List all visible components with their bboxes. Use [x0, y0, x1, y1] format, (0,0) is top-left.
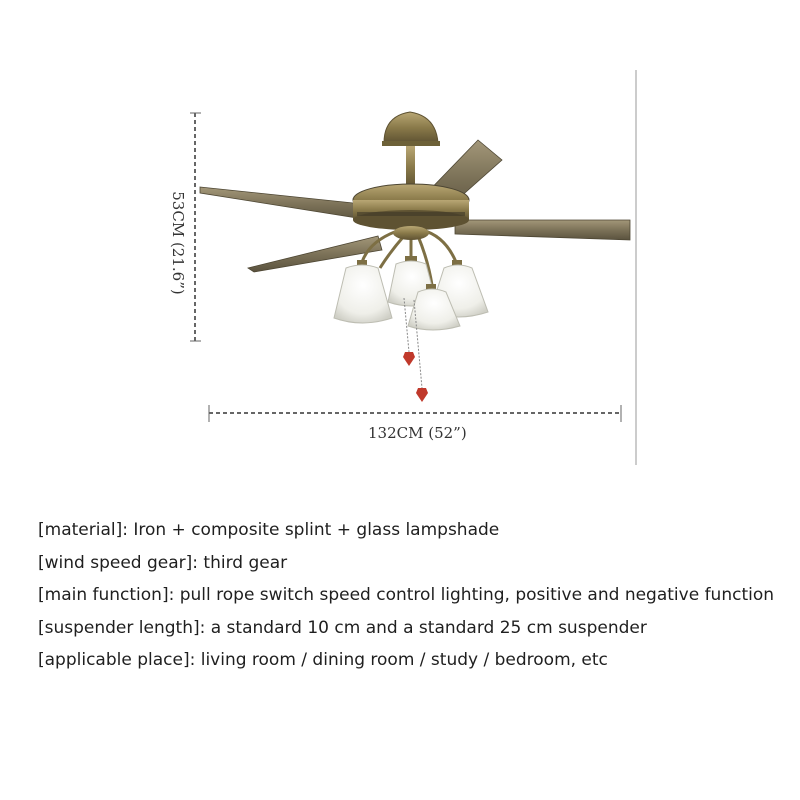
crystal-pendant-lower [416, 388, 428, 402]
crystal-pendant-upper [403, 352, 415, 366]
fan-downrod [406, 146, 415, 188]
spec-applicable-place: [applicable place]: living room / dining room / study / bedroom, etc [38, 650, 608, 670]
spec-main-function: [main function]: pull rope switch speed control lighting, positive and negative function [38, 585, 775, 605]
light-kit-hub [393, 226, 429, 240]
glass-lampshades [334, 256, 488, 330]
spec-material: [material]: Iron + composite splint + glass lampshade [38, 520, 500, 540]
spec-wind-speed-gear: [wind speed gear]: third gear [38, 552, 288, 573]
height-dimension-line [190, 113, 201, 341]
width-dimension-line [209, 405, 621, 422]
product-specifications [38, 514, 788, 677]
width-dimension-label: 132CM (52”) [368, 424, 467, 442]
fan-motor-housing [353, 184, 469, 230]
height-dimension-label: 53CM (21.6”) [169, 191, 187, 295]
spec-suspender-length: [suspender length]: a standard 10 cm and a standard 25 cm suspender [38, 617, 647, 638]
glass-shade-left [334, 260, 392, 323]
fan-canopy [382, 112, 440, 146]
